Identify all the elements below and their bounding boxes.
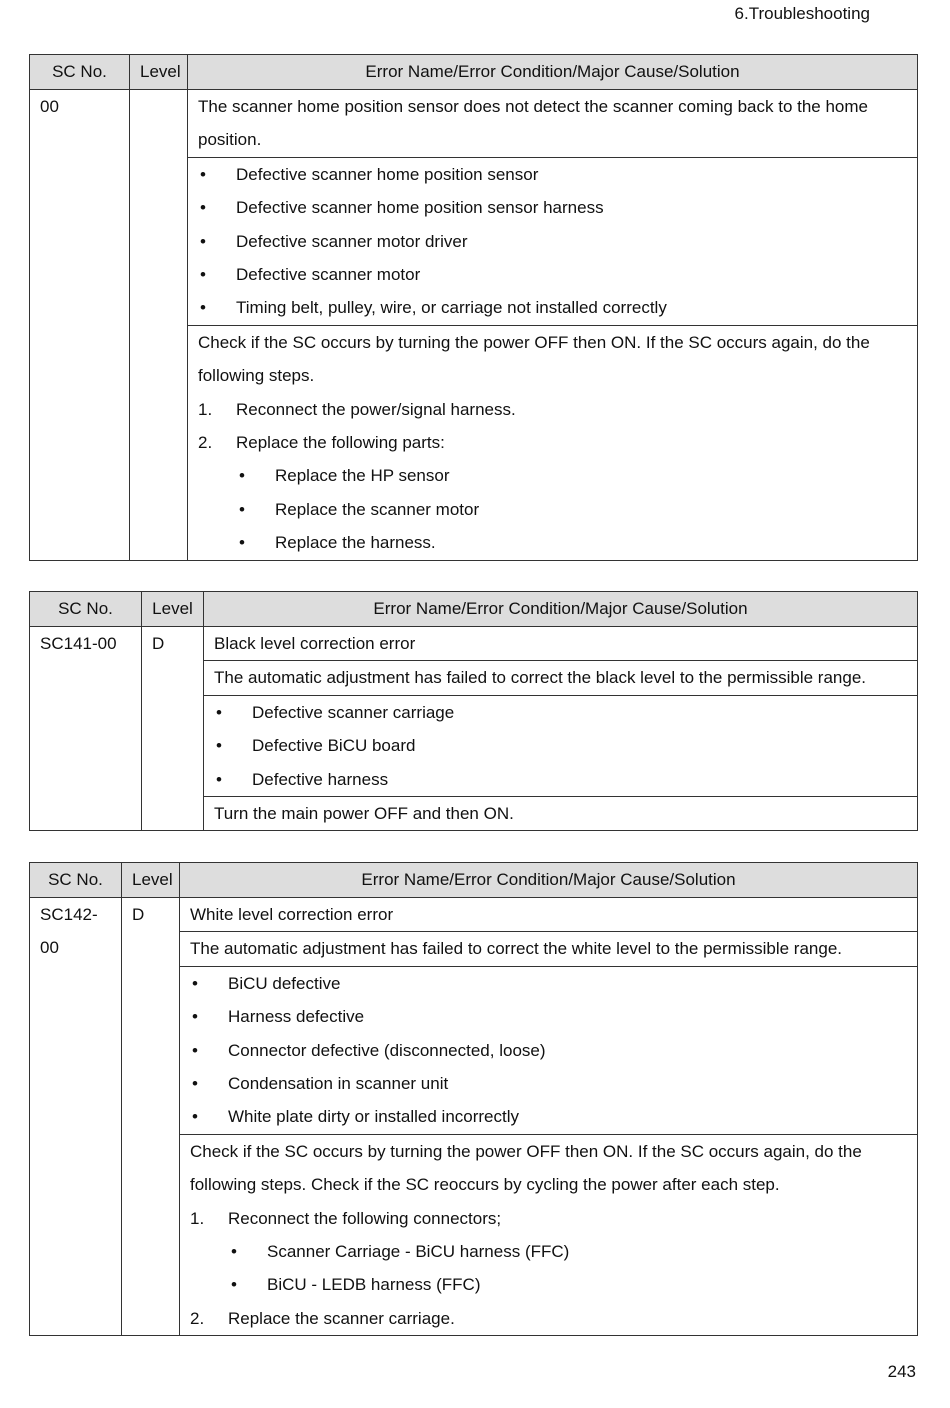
chapter-header: 6.Troubleshooting	[734, 4, 870, 23]
sub-step-item: • BiCU - LEDB harness (FFC)	[190, 1268, 907, 1301]
sc-table-141	[29, 591, 918, 831]
step-text: Reconnect the power/signal harness.	[236, 399, 516, 419]
cause-list	[204, 695, 918, 796]
sc-number: SC141-00	[30, 627, 142, 831]
step-number: 1.	[190, 1208, 205, 1228]
cause-item: • Defective scanner motor driver	[198, 225, 907, 258]
header-level: Level	[122, 863, 180, 898]
step-item	[198, 393, 907, 426]
page-number: 243	[887, 1362, 916, 1381]
sc-level: D	[122, 898, 180, 1336]
cause-item: • Defective scanner home position sensor harness	[198, 191, 907, 224]
solution-intro: Check if the SC occurs by turning the power OFF then ON. If the SC occurs again, do the following steps.	[198, 332, 870, 386]
sc-number: SC142-00	[30, 898, 122, 1336]
cause-item: • Defective harness	[214, 763, 907, 796]
error-condition: The automatic adjustment has failed to correct the white level to the permissible range.	[180, 932, 918, 966]
sc-level: D	[142, 627, 204, 831]
sub-step-item: • Replace the scanner motor	[198, 493, 907, 526]
sub-step-item: • Replace the HP sensor	[198, 459, 907, 492]
sc-number: 00	[30, 90, 130, 561]
cause-item: • Harness defective	[190, 1000, 907, 1033]
step-item	[190, 1302, 907, 1335]
sub-step-item: • Scanner Carriage - BiCU harness (FFC)	[190, 1235, 907, 1268]
sc-level	[130, 90, 188, 561]
cause-item: • Connector defective (disconnected, loose)	[190, 1034, 907, 1067]
header-description: Error Name/Error Condition/Major Cause/Solution	[188, 55, 918, 90]
solution-intro: Check if the SC occurs by turning the power OFF then ON. If the SC occurs again, do the following steps. Check if the SC reoccurs by cycling the power after each step.	[190, 1141, 862, 1195]
error-name: The scanner home position sensor does not detect the scanner coming back to the home position.	[188, 90, 918, 158]
header-description: Error Name/Error Condition/Major Cause/Solution	[204, 592, 918, 627]
header-level: Level	[130, 55, 188, 90]
step-number: 2.	[198, 433, 213, 453]
cause-item: • Timing belt, pulley, wire, or carriage not installed correctly	[198, 291, 907, 324]
cause-list	[180, 966, 918, 1134]
error-condition: The automatic adjustment has failed to correct the black level to the permissible range.	[204, 661, 918, 695]
cause-item: • Defective scanner motor	[198, 258, 907, 291]
header-description: Error Name/Error Condition/Major Cause/Solution	[180, 863, 918, 898]
step-text: Replace the following parts:	[236, 433, 445, 453]
step-number: 2.	[190, 1308, 205, 1328]
solution: Turn the main power OFF and then ON.	[204, 797, 918, 831]
cause-item: • White plate dirty or installed incorrectly	[190, 1100, 907, 1133]
error-name: Black level correction error	[204, 627, 918, 661]
cause-item: • Defective scanner carriage	[214, 696, 907, 729]
sc-table-00	[29, 54, 918, 561]
step-number: 1.	[198, 399, 213, 419]
cause-item: • Condensation in scanner unit	[190, 1067, 907, 1100]
header-level: Level	[142, 592, 204, 627]
step-item	[198, 426, 907, 459]
step-text: Replace the scanner carriage.	[228, 1308, 455, 1328]
solution	[180, 1134, 918, 1335]
solution	[188, 325, 918, 560]
cause-item: • BiCU defective	[190, 967, 907, 1000]
step-text: Reconnect the following connectors;	[228, 1208, 502, 1228]
header-sc-no: SC No.	[30, 592, 142, 627]
sub-step-item: • Replace the harness.	[198, 526, 907, 559]
header-sc-no: SC No.	[30, 863, 122, 898]
header-sc-no: SC No.	[30, 55, 130, 90]
step-item	[190, 1202, 907, 1235]
error-name: White level correction error	[180, 898, 918, 932]
cause-item: • Defective BiCU board	[214, 729, 907, 762]
sc-table-142	[29, 862, 918, 1336]
cause-item: • Defective scanner home position sensor	[198, 158, 907, 191]
cause-list	[188, 157, 918, 325]
